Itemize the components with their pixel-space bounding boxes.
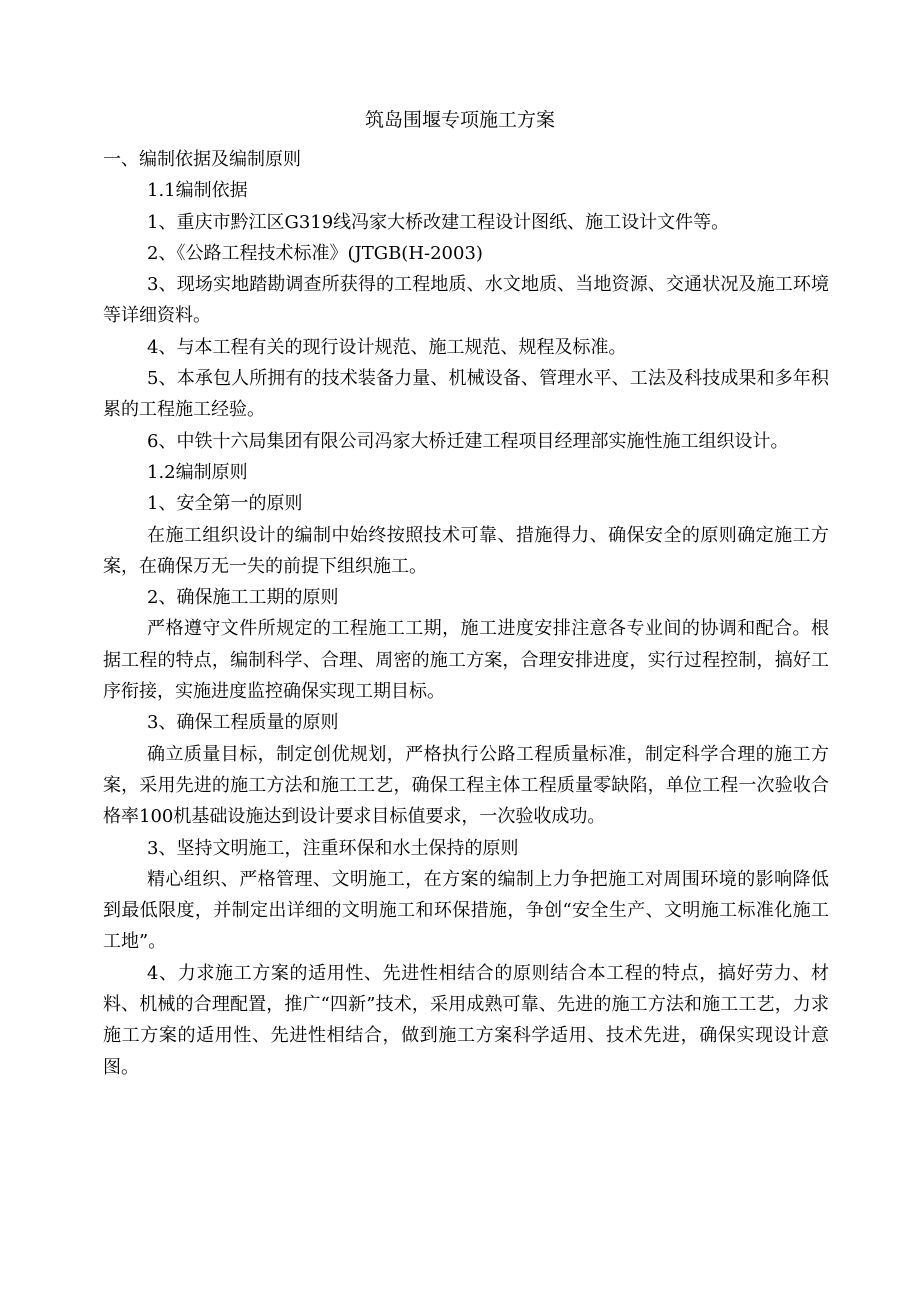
principle-heading-3: 3、确保工程质量的原则	[147, 712, 339, 734]
principle-text-3: 确立质量目标，制定创优规划，严格执行公路工程质量标准，制定科学合理的施工方案，采用先进的施工方法和施工工艺，确保工程主体工程质量零缺陷，单位工程一次验收合格率100机基础设施达到设计要求目标值要求，一次验收成功。	[103, 743, 829, 828]
basis-item-5: 5、本承包人所拥有的技术装备力量、机械设备、管理水平、工法及科技成果和多年积累的工程施工经验。	[103, 368, 829, 421]
document-body	[103, 144, 829, 1083]
basis-item-3: 3、现场实地踏勘调查所获得的工程地质、水文地质、当地资源、交通状况及施工环境等详细资料。	[103, 274, 829, 327]
principle-text-3b: 精心组织、严格管理、文明施工，在方案的编制上力争把施工对周围环境的影响降低到最低限度，并制定出详细的文明施工和环保措施，争创“安全生产、文明施工标准化施工工地”。	[103, 868, 829, 953]
section-heading-1: 一、编制依据及编制原则	[103, 149, 301, 170]
subsection-heading-1-1: 1.1编制依据	[147, 180, 248, 202]
principle-text-1: 在施工组织设计的编制中始终按照技术可靠、措施得力、确保安全的原则确定施工方案，在确保万无一失的前提下组织施工。	[103, 524, 829, 577]
principle-heading-1: 1、安全第一的原则	[147, 493, 303, 515]
basis-item-6: 6、中铁十六局集团有限公司冯家大桥迁建工程项目经理部实施性施工组织设计。	[147, 430, 789, 452]
document-title: 筑岛围堰专项施工方案	[364, 109, 555, 131]
principle-heading-2: 2、确保施工工期的原则	[147, 587, 339, 609]
principle-text-2: 严格遵守文件所规定的工程施工工期，施工进度安排注意各专业间的协调和配合。根据工程的特点，编制科学、合理、周密的施工方案，合理安排进度，实行过程控制，搞好工序衔接，实施进度监控确保实现工期目标。	[103, 618, 829, 703]
basis-item-2: 2、《公路工程技术标准》(JTGB(H-2003)	[147, 242, 483, 264]
basis-item-4: 4、与本工程有关的现行设计规范、施工规范、规程及标准。	[147, 336, 627, 358]
basis-item-1: 1、重庆市黔江区G319线冯家大桥改建工程设计图纸、施工设计文件等。	[147, 211, 730, 233]
principle-text-4: 4、力求施工方案的适用性、先进性相结合的原则结合本工程的特点，搞好劳力、材料、机械的合理配置，推广“四新”技术，采用成熟可靠、先进的施工方法和施工工艺，力求施工方案的适用性、先进性相结合，做到施工方案科学适用、技术先进，确保实现设计意图。	[103, 962, 829, 1078]
principle-heading-3b: 3、坚持文明施工，注重环保和水土保持的原则	[147, 837, 519, 859]
subsection-heading-1-2: 1.2编制原则	[147, 461, 248, 483]
